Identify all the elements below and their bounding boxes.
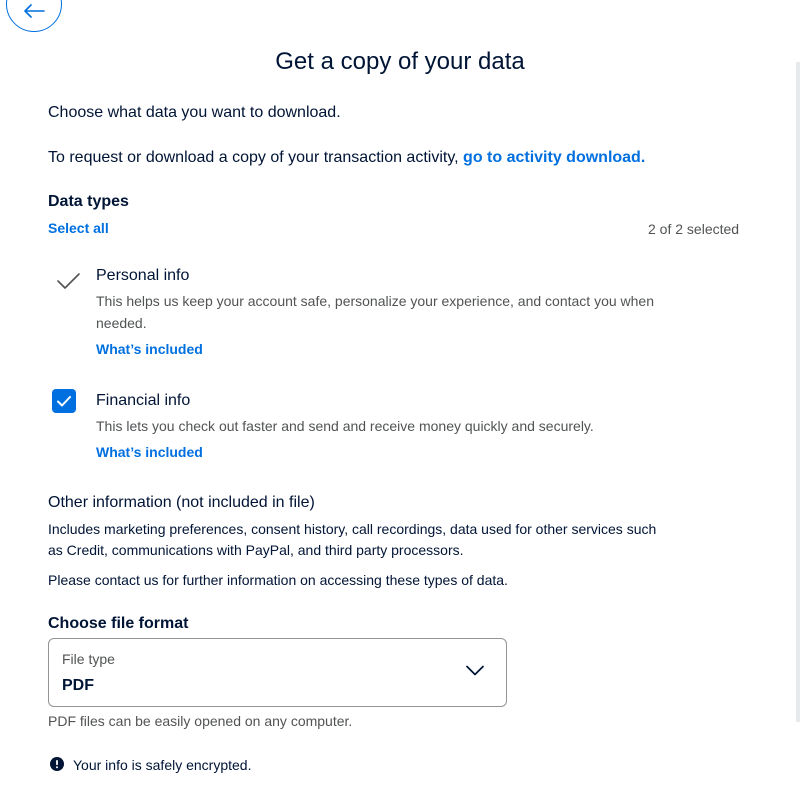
exclamation-icon [50,757,64,771]
financial-info-whats-included-link[interactable]: What’s included [96,444,203,460]
back-button[interactable] [6,0,62,32]
intro-text: Choose what data you want to download. [48,104,341,121]
other-info-heading: Other information (not included in file) [48,494,315,511]
page-title: Get a copy of your data [275,48,525,75]
selection-count: 2 of 2 selected [648,221,740,237]
financial-info-description: This lets you check out faster and send and receive money quickly and securely. [96,418,594,434]
file-type-value: PDF [62,677,94,694]
financial-info-title: Financial info [96,392,191,409]
other-info-text-1: Includes marketing preferences, consent history, call recordings, data used for other services such [48,521,657,537]
file-type-select[interactable] [48,638,507,707]
personal-info-description-1: This helps us keep your account safe, personalize your experience, and contact you when [96,293,654,309]
select-all-link[interactable]: Select all [48,220,109,236]
checkbox-checked-icon [57,396,71,407]
personal-info-whats-included-link[interactable]: What’s included [96,341,203,357]
scrollbar-track[interactable] [796,62,800,722]
transaction-text [48,149,645,167]
file-format-heading: Choose file format [48,615,189,632]
arrow-left-icon [23,4,45,18]
data-types-heading: Data types [48,193,129,210]
financial-info-checkbox[interactable] [52,389,76,413]
chevron-down-icon [466,665,484,676]
encrypted-note: Your info is safely encrypted. [73,757,252,773]
file-type-label: File type [62,651,115,667]
file-type-helper: PDF files can be easily opened on any computer. [48,713,353,729]
personal-info-title: Personal info [96,267,190,284]
transaction-label: To request or download a copy of your transaction activity, [48,149,459,166]
other-info-text-2: as Credit, communications with PayPal, and third party processors. [48,542,464,558]
contact-text: Please contact us for further information on accessing these types of data. [48,572,508,588]
activity-download-link[interactable]: go to activity download. [463,149,646,166]
personal-info-description-2: needed. [96,315,147,331]
checkmark-icon[interactable] [57,273,81,291]
